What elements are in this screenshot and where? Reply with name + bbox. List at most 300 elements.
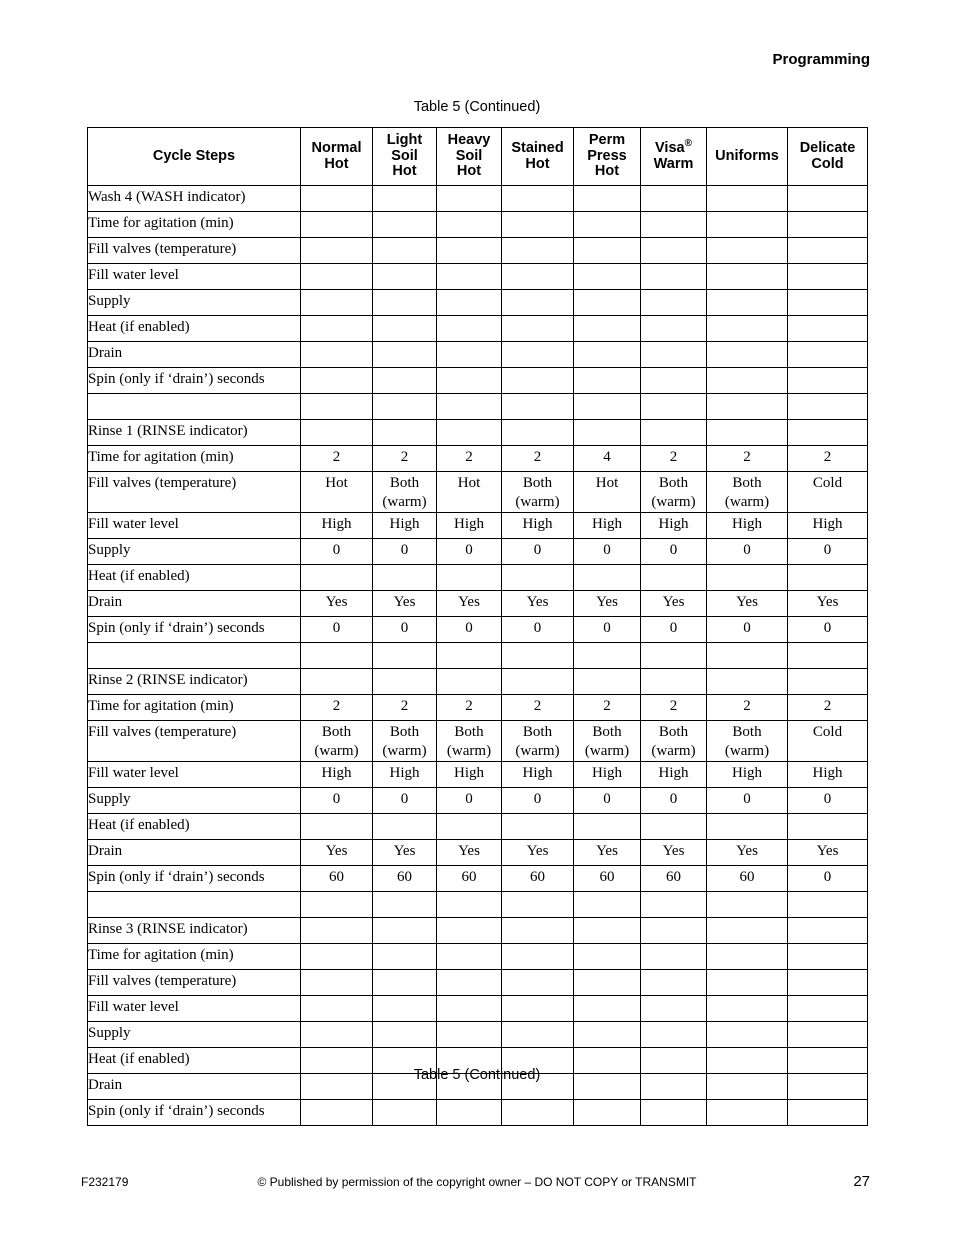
table-cell [301, 944, 373, 970]
table-cell [437, 892, 502, 918]
table-cell: 2 [788, 446, 868, 472]
table-cell [641, 892, 707, 918]
table-cell: 2 [788, 695, 868, 721]
cycle-step-label: Fill valves (temperature) [88, 238, 301, 264]
cell-line: (warm) [724, 743, 770, 759]
table-cell [641, 212, 707, 238]
table-cell [502, 238, 574, 264]
column-header-line [641, 138, 706, 157]
column-header-line: Hot [392, 163, 417, 180]
cycle-step-label: Heat (if enabled) [88, 814, 301, 840]
table-cell: 2 [502, 695, 574, 721]
table-row [88, 565, 868, 591]
table-cell [373, 316, 437, 342]
table-cell: 0 [301, 788, 373, 814]
column-header [301, 128, 373, 186]
cell-line: Both [658, 475, 689, 491]
cycle-step-label: Wash 4 (WASH indicator) [88, 186, 301, 212]
table-cell [707, 186, 788, 212]
cycle-step-label: Drain [88, 840, 301, 866]
table-cell [574, 316, 641, 342]
table-cell [574, 721, 641, 762]
table-cell [301, 643, 373, 669]
column-header-line: Normal [311, 140, 362, 156]
column-header-line: Perm [588, 132, 626, 149]
table-cell: Yes [502, 591, 574, 617]
table-cell: Yes [574, 591, 641, 617]
table-row [88, 669, 868, 695]
table-row [88, 840, 868, 866]
table-cell [788, 316, 868, 342]
table-cell [373, 918, 437, 944]
table-cell [437, 238, 502, 264]
table-cell [641, 1100, 707, 1126]
cell-line: (warm) [382, 494, 427, 510]
table-cell [574, 264, 641, 290]
cell-line: (warm) [382, 743, 427, 759]
table-cell [574, 1022, 641, 1048]
table-cell: 0 [574, 539, 641, 565]
table-cell: Yes [301, 840, 373, 866]
table-cell [574, 420, 641, 446]
table-cell [437, 643, 502, 669]
table-cell [373, 814, 437, 840]
table-cell [707, 892, 788, 918]
page-number: 27 [853, 1173, 870, 1190]
cell-line: (warm) [651, 494, 696, 510]
table-cell [707, 1100, 788, 1126]
cycle-step-label: Drain [88, 591, 301, 617]
table-cell [437, 1022, 502, 1048]
table-cell: 0 [788, 539, 868, 565]
table-cell: 2 [574, 695, 641, 721]
table-cell [788, 944, 868, 970]
table-cell [707, 264, 788, 290]
table-cell [788, 238, 868, 264]
table-cell [373, 1022, 437, 1048]
table-cell: 0 [574, 788, 641, 814]
column-header-line: Hot [525, 155, 550, 172]
table-cell [788, 342, 868, 368]
column-header-cycle-steps [88, 128, 301, 186]
table-row [88, 944, 868, 970]
table-cell: High [502, 513, 574, 539]
cycle-step-label: Spin (only if ‘drain’) seconds [88, 1100, 301, 1126]
table-cell [641, 394, 707, 420]
table-cell [641, 316, 707, 342]
column-header-text: Visa [655, 140, 685, 156]
table-cell [437, 970, 502, 996]
table-cell [301, 892, 373, 918]
table-cell [301, 1022, 373, 1048]
table-cell [788, 643, 868, 669]
table-cell: 0 [707, 617, 788, 643]
table-cell: 60 [301, 866, 373, 892]
column-header [707, 128, 788, 186]
table-cell [574, 918, 641, 944]
table-cell [502, 472, 574, 513]
table-row [88, 212, 868, 238]
table-cell: High [707, 762, 788, 788]
cycle-step-label: Supply [88, 788, 301, 814]
table-cell: 2 [301, 446, 373, 472]
table-cell: 0 [641, 788, 707, 814]
table-cell [502, 814, 574, 840]
table-cell [641, 186, 707, 212]
table-cell [641, 565, 707, 591]
table-cell [502, 368, 574, 394]
table-cell [502, 394, 574, 420]
column-header-line: Cycle Steps [152, 147, 236, 164]
column-header-line: Warm [653, 155, 694, 172]
cell-line: Both [522, 475, 553, 491]
cycle-step-label [88, 643, 301, 669]
table-cell: 2 [641, 446, 707, 472]
table-cell: 0 [437, 788, 502, 814]
table-cell [301, 970, 373, 996]
table-cell [641, 721, 707, 762]
table-cell: 0 [502, 788, 574, 814]
column-header [437, 128, 502, 186]
cycle-step-label: Supply [88, 290, 301, 316]
table-cell [437, 565, 502, 591]
table-cell: Yes [788, 591, 868, 617]
table-cell [301, 238, 373, 264]
copyright-notice: © Published by permission of the copyright owner – DO NOT COPY or TRANSMIT [257, 1175, 697, 1189]
cell-line: (warm) [651, 743, 696, 759]
table-cell [641, 290, 707, 316]
table-cell: Cold [788, 472, 868, 513]
table-cell: Yes [502, 840, 574, 866]
table-cell [301, 918, 373, 944]
table-cell [641, 970, 707, 996]
table-cell: 0 [641, 617, 707, 643]
table-cell [707, 918, 788, 944]
cycle-step-label: Supply [88, 539, 301, 565]
cycle-step-label: Supply [88, 1022, 301, 1048]
cell-line: (warm) [446, 743, 492, 759]
column-header [574, 128, 641, 186]
table-cell: 0 [437, 539, 502, 565]
table-row [88, 513, 868, 539]
cycle-step-label: Fill water level [88, 513, 301, 539]
column-header-line: Hot [594, 163, 620, 180]
table-cell [502, 944, 574, 970]
cycle-step-label: Spin (only if ‘drain’) seconds [88, 368, 301, 394]
table-cell: 2 [707, 446, 788, 472]
table-cell [502, 996, 574, 1022]
table-cell [437, 1100, 502, 1126]
table-cell [301, 316, 373, 342]
table-row [88, 617, 868, 643]
table-cell: High [437, 513, 502, 539]
cell-line: Both [732, 724, 762, 740]
section-header: Programming [772, 51, 870, 68]
table-cell [373, 1100, 437, 1126]
table-cell [502, 316, 574, 342]
table-cell [707, 290, 788, 316]
table-cell [301, 394, 373, 420]
table-cell [301, 212, 373, 238]
table-cell: 0 [437, 617, 502, 643]
table-cell [574, 1100, 641, 1126]
table-row [88, 996, 868, 1022]
table-cell [574, 944, 641, 970]
cell-line: (warm) [724, 494, 770, 510]
table-cell [301, 186, 373, 212]
cycle-step-label: Heat (if enabled) [88, 1048, 301, 1074]
table-cell [641, 238, 707, 264]
table-cell [373, 721, 437, 762]
table-cell [373, 970, 437, 996]
table-cell: 2 [437, 695, 502, 721]
table-cell: Cold [788, 721, 868, 762]
table-cell: 0 [502, 617, 574, 643]
table-cell [373, 186, 437, 212]
table-cell [373, 290, 437, 316]
table-cell [641, 669, 707, 695]
table-cell [641, 918, 707, 944]
table-cell [301, 814, 373, 840]
table-cell: High [641, 513, 707, 539]
table-cell: 0 [301, 617, 373, 643]
table-cell [707, 996, 788, 1022]
table-cell: Yes [437, 591, 502, 617]
column-header-line: Soil [391, 147, 418, 164]
table-cell [502, 892, 574, 918]
table-cell: High [788, 513, 868, 539]
table-cell: 2 [373, 695, 437, 721]
table-cell [373, 368, 437, 394]
table-cell [788, 212, 868, 238]
table-cell [437, 944, 502, 970]
table-cell [437, 212, 502, 238]
table-row [88, 394, 868, 420]
table-cell [437, 721, 502, 762]
cycle-step-label: Drain [88, 1074, 301, 1100]
table-cell [574, 814, 641, 840]
table-cell [788, 290, 868, 316]
table-cell [437, 368, 502, 394]
cycle-step-label: Heat (if enabled) [88, 316, 301, 342]
table-cell [707, 643, 788, 669]
cycle-step-label: Rinse 2 (RINSE indicator) [88, 669, 301, 695]
table-cell [301, 565, 373, 591]
table-cell: 60 [641, 866, 707, 892]
table-cell [574, 643, 641, 669]
table-cell [574, 394, 641, 420]
table-cell [437, 342, 502, 368]
table-row [88, 472, 868, 513]
table-cell: 2 [301, 695, 373, 721]
table-row [88, 762, 868, 788]
table-cell [574, 892, 641, 918]
table-cell [707, 238, 788, 264]
cycle-step-label: Time for agitation (min) [88, 944, 301, 970]
table-cell: 0 [641, 539, 707, 565]
table-cell [373, 342, 437, 368]
table-cell [641, 342, 707, 368]
table-cell [502, 1022, 574, 1048]
table-cell: High [788, 762, 868, 788]
column-header-line: Light [386, 132, 423, 149]
table-cell [502, 918, 574, 944]
table-cell [301, 996, 373, 1022]
table-cell: High [373, 513, 437, 539]
table-cell: 2 [437, 446, 502, 472]
table-cell [373, 565, 437, 591]
table-cell [574, 368, 641, 394]
table-cell [574, 186, 641, 212]
table-cell [301, 669, 373, 695]
table-cell: 0 [707, 788, 788, 814]
column-header [788, 128, 868, 186]
table-cell [437, 814, 502, 840]
cell-line: Both [592, 724, 622, 740]
table-cell: Hot [437, 472, 502, 513]
cycle-step-label: Drain [88, 342, 301, 368]
table-cell [788, 970, 868, 996]
table-cell: 0 [502, 539, 574, 565]
table-cell: 0 [373, 539, 437, 565]
table-cell [373, 212, 437, 238]
table-cell [437, 316, 502, 342]
table-cell [641, 996, 707, 1022]
table-cell [502, 264, 574, 290]
table-cell: 60 [574, 866, 641, 892]
table-cell [788, 368, 868, 394]
table-cell [707, 970, 788, 996]
table-cell [707, 342, 788, 368]
table-row [88, 970, 868, 996]
table-cell [707, 721, 788, 762]
column-header-line: Uniforms [715, 147, 779, 164]
table-cell [707, 394, 788, 420]
table-cell [437, 996, 502, 1022]
cycle-steps-table [87, 127, 868, 1126]
column-header-line: Heavy [447, 132, 491, 149]
table-cell [788, 264, 868, 290]
table-cell [641, 420, 707, 446]
cell-line: Both [522, 724, 553, 740]
table-cell [373, 643, 437, 669]
table-cell: 4 [574, 446, 641, 472]
table-cell [707, 944, 788, 970]
cycle-step-label: Heat (if enabled) [88, 565, 301, 591]
column-header [641, 128, 707, 186]
table-cell: High [641, 762, 707, 788]
table-cell [502, 420, 574, 446]
table-cell [502, 186, 574, 212]
table-cell: 2 [707, 695, 788, 721]
table-cell: High [373, 762, 437, 788]
table-cell [502, 212, 574, 238]
table-cell [641, 814, 707, 840]
table-row [88, 446, 868, 472]
table-cell [574, 342, 641, 368]
cell-line: Both [658, 724, 689, 740]
table-cell [707, 316, 788, 342]
cell-line: Both [454, 724, 484, 740]
table-cell [437, 264, 502, 290]
table-cell: Yes [437, 840, 502, 866]
table-caption-top: Table 5 (Continued) [413, 99, 541, 115]
table-cell: High [707, 513, 788, 539]
cell-line: (warm) [515, 494, 560, 510]
table-cell [502, 970, 574, 996]
table-cell [373, 996, 437, 1022]
table-cell [788, 814, 868, 840]
table-cell [707, 420, 788, 446]
table-cell [301, 368, 373, 394]
table-row [88, 1022, 868, 1048]
cycle-step-label: Fill valves (temperature) [88, 970, 301, 996]
cycle-step-label: Rinse 1 (RINSE indicator) [88, 420, 301, 446]
table-cell [788, 996, 868, 1022]
cycle-step-label: Spin (only if ‘drain’) seconds [88, 617, 301, 643]
column-header-line: Hot [456, 163, 482, 180]
table-cell [707, 472, 788, 513]
table-cell [641, 944, 707, 970]
table-cell: 60 [502, 866, 574, 892]
cycle-step-label: Time for agitation (min) [88, 446, 301, 472]
table-cell: 60 [373, 866, 437, 892]
table-cell: 0 [373, 788, 437, 814]
table-cell [788, 918, 868, 944]
table-cell [502, 342, 574, 368]
table-cell: Hot [574, 472, 641, 513]
table-cell [707, 814, 788, 840]
table-cell: Yes [373, 840, 437, 866]
table-cell [373, 892, 437, 918]
table-cell [301, 290, 373, 316]
cycle-step-label: Rinse 3 (RINSE indicator) [88, 918, 301, 944]
cycle-step-label [88, 394, 301, 420]
cell-line: Both [389, 475, 420, 491]
table-cell [373, 420, 437, 446]
table-cell [373, 238, 437, 264]
table-cell [788, 186, 868, 212]
cycle-step-label: Fill water level [88, 264, 301, 290]
table-cell [502, 669, 574, 695]
table-row [88, 788, 868, 814]
cell-line: Both [732, 475, 762, 491]
table-cell [641, 1022, 707, 1048]
table-cell [707, 669, 788, 695]
table-cell [437, 918, 502, 944]
table-cell [707, 212, 788, 238]
table-cell [788, 1100, 868, 1126]
column-header [373, 128, 437, 186]
table-cell [301, 721, 373, 762]
column-header [502, 128, 574, 186]
table-cell [574, 565, 641, 591]
table-body [88, 186, 868, 1126]
table-cell: High [437, 762, 502, 788]
cycle-step-label: Fill valves (temperature) [88, 472, 301, 513]
table-cell [788, 420, 868, 446]
document-code: F232179 [81, 1175, 129, 1189]
table-cell [437, 420, 502, 446]
table-cell [574, 970, 641, 996]
table-cell [437, 394, 502, 420]
cell-line: Both [389, 724, 420, 740]
table-cell: 60 [707, 866, 788, 892]
table-cell: Yes [707, 840, 788, 866]
column-header-line: Stained [511, 140, 564, 156]
table-row [88, 368, 868, 394]
cycle-step-label: Fill water level [88, 996, 301, 1022]
